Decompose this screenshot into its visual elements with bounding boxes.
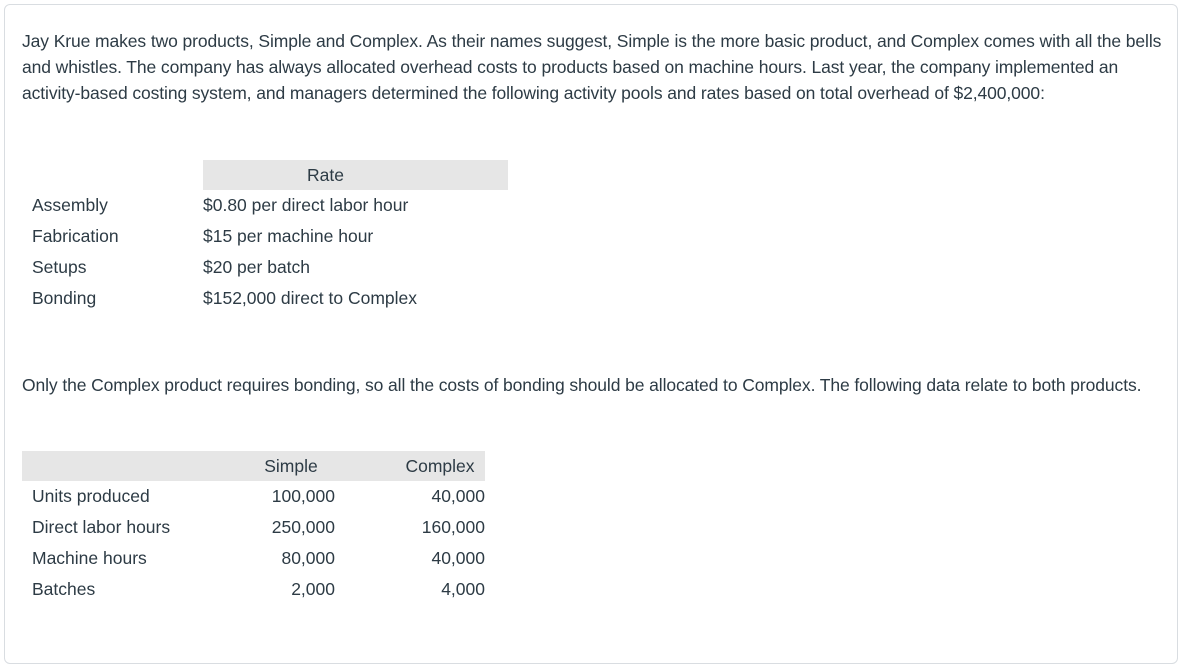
complex-header: Complex [395, 451, 485, 481]
row-label: Batches [32, 579, 96, 599]
activity-rate: $15 per machine hour [203, 226, 374, 246]
row-label: Units produced [32, 486, 150, 506]
row-label: Direct labor hours [32, 517, 171, 537]
table-row [22, 221, 508, 252]
row-label: Machine hours [32, 548, 147, 568]
rate-header-label: Rate [307, 164, 344, 185]
complex-value: 4,000 [441, 579, 485, 599]
product-table-header [22, 451, 485, 481]
simple-value: 100,000 [271, 486, 335, 506]
rate-header [203, 160, 508, 190]
simple-value: 2,000 [291, 579, 335, 599]
table-row [22, 252, 508, 283]
activity-rate: $0.80 per direct labor hour [203, 195, 409, 215]
activity-name: Assembly [32, 195, 108, 215]
simple-value: 250,000 [271, 517, 335, 537]
intro-paragraph: Jay Krue makes two products, Simple and Complex. As their names suggest, Simple is the more basic product, and Complex comes with all the bells and whistles. The company has always allocated overhead costs to products based on machine hours. Last year, the company implemented an activity-based costing system, and managers determined the following activity pools and rates based on total overhead of $2,400,000: [22, 31, 1162, 103]
activity-name: Bonding [32, 288, 97, 308]
simple-header: Simple [247, 451, 335, 481]
product-data-table [22, 451, 485, 605]
activity-rate-table [22, 160, 508, 314]
middle-paragraph: Only the Complex product requires bonding, so all the costs of bonding should be allocated to Complex. The following data relate to both products. [22, 375, 1142, 395]
rate-header-blank [22, 160, 203, 190]
table-row [22, 512, 485, 543]
table-row [22, 481, 485, 512]
table-row [22, 283, 508, 314]
rate-table-header [22, 160, 508, 190]
complex-value: 40,000 [431, 548, 485, 568]
product-header-blank [22, 451, 247, 481]
header-gap [335, 451, 395, 481]
activity-name: Setups [32, 257, 87, 277]
simple-value: 80,000 [281, 548, 335, 568]
complex-value: 40,000 [431, 486, 485, 506]
activity-rate: $20 per batch [203, 257, 311, 277]
table-row [22, 190, 508, 221]
table-row [22, 543, 485, 574]
activity-rate: $152,000 direct to Complex [203, 288, 418, 308]
activity-name: Fabrication [32, 226, 119, 246]
complex-value: 160,000 [421, 517, 485, 537]
table-row [22, 574, 485, 605]
